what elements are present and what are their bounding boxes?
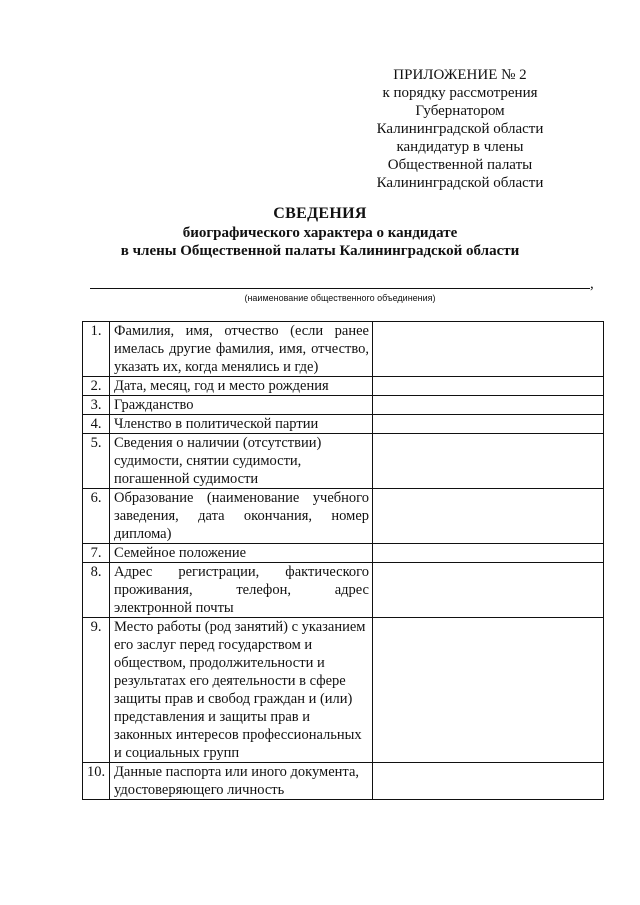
row-number: 4. — [83, 415, 110, 434]
appendix-line: ПРИЛОЖЕНИЕ № 2 — [393, 67, 527, 83]
row-value-field[interactable] — [373, 489, 604, 544]
appendix-line: кандидатур в члены — [396, 139, 524, 155]
appendix-line: к порядку рассмотрения — [382, 85, 538, 101]
row-number: 1. — [83, 322, 110, 377]
row-value-field[interactable] — [373, 415, 604, 434]
row-number: 7. — [83, 544, 110, 563]
appendix-line: Губернатором — [415, 103, 505, 119]
table-row — [83, 396, 604, 415]
document-heading — [0, 204, 640, 260]
row-number: 5. — [83, 434, 110, 489]
row-label: Дата, месяц, год и место рождения — [110, 377, 373, 396]
row-value-field[interactable] — [373, 434, 604, 489]
table-row — [83, 434, 604, 489]
table-row — [83, 377, 604, 396]
row-number: 8. — [83, 563, 110, 618]
appendix-line: Калининградской области — [376, 175, 544, 191]
candidate-info-table — [82, 321, 604, 800]
appendix-header — [340, 66, 580, 192]
organization-line-comma: , — [590, 276, 594, 292]
row-label: Образование (наименование учебного заведения, дата окончания, номер диплома) — [110, 489, 373, 544]
row-label: Семейное положение — [110, 544, 373, 563]
row-number: 9. — [83, 618, 110, 763]
organization-caption: (наименование общественного объединения) — [244, 293, 436, 303]
document-subtitle-line-2: в члены Общественной палаты Калининградской области — [120, 243, 520, 259]
table-row — [83, 415, 604, 434]
table-row — [83, 618, 604, 763]
row-number: 10. — [83, 763, 110, 800]
table-row — [83, 763, 604, 800]
row-value-field[interactable] — [373, 322, 604, 377]
row-label: Гражданство — [110, 396, 373, 415]
row-label: Данные паспорта или иного документа, удостоверяющего личность — [110, 763, 373, 800]
table-row — [83, 322, 604, 377]
table-row — [83, 544, 604, 563]
row-label: Членство в политической партии — [110, 415, 373, 434]
row-value-field[interactable] — [373, 563, 604, 618]
row-label: Адрес регистрации, фактического проживания, телефон, адрес электронной почты — [110, 563, 373, 618]
row-value-field[interactable] — [373, 618, 604, 763]
document-subtitle-line-1: биографического характера о кандидате — [182, 225, 458, 241]
table-row — [83, 489, 604, 544]
organization-name-line[interactable] — [90, 288, 590, 289]
row-label: Сведения о наличии (отсутствии) судимости, снятии судимости, погашенной судимости — [110, 434, 373, 489]
row-number: 2. — [83, 377, 110, 396]
row-value-field[interactable] — [373, 396, 604, 415]
appendix-line: Калининградской области — [376, 121, 544, 137]
row-label: Место работы (род занятий) с указанием его заслуг перед государством и обществом, продолжительности и результатах его деятельности в сфере защиты прав и свобод граждан и (или) представления и защиты прав и законных интересов профессиональных и социальных групп — [110, 618, 373, 763]
row-value-field[interactable] — [373, 544, 604, 563]
document-title: СВЕДЕНИЯ — [273, 205, 367, 222]
appendix-line: Общественной палаты — [387, 157, 533, 173]
row-label: Фамилия, имя, отчество (если ранее имелась другие фамилия, имя, отчество, указать их, когда менялись и где) — [110, 322, 373, 377]
row-number: 6. — [83, 489, 110, 544]
row-number: 3. — [83, 396, 110, 415]
table-row — [83, 563, 604, 618]
row-value-field[interactable] — [373, 763, 604, 800]
row-value-field[interactable] — [373, 377, 604, 396]
